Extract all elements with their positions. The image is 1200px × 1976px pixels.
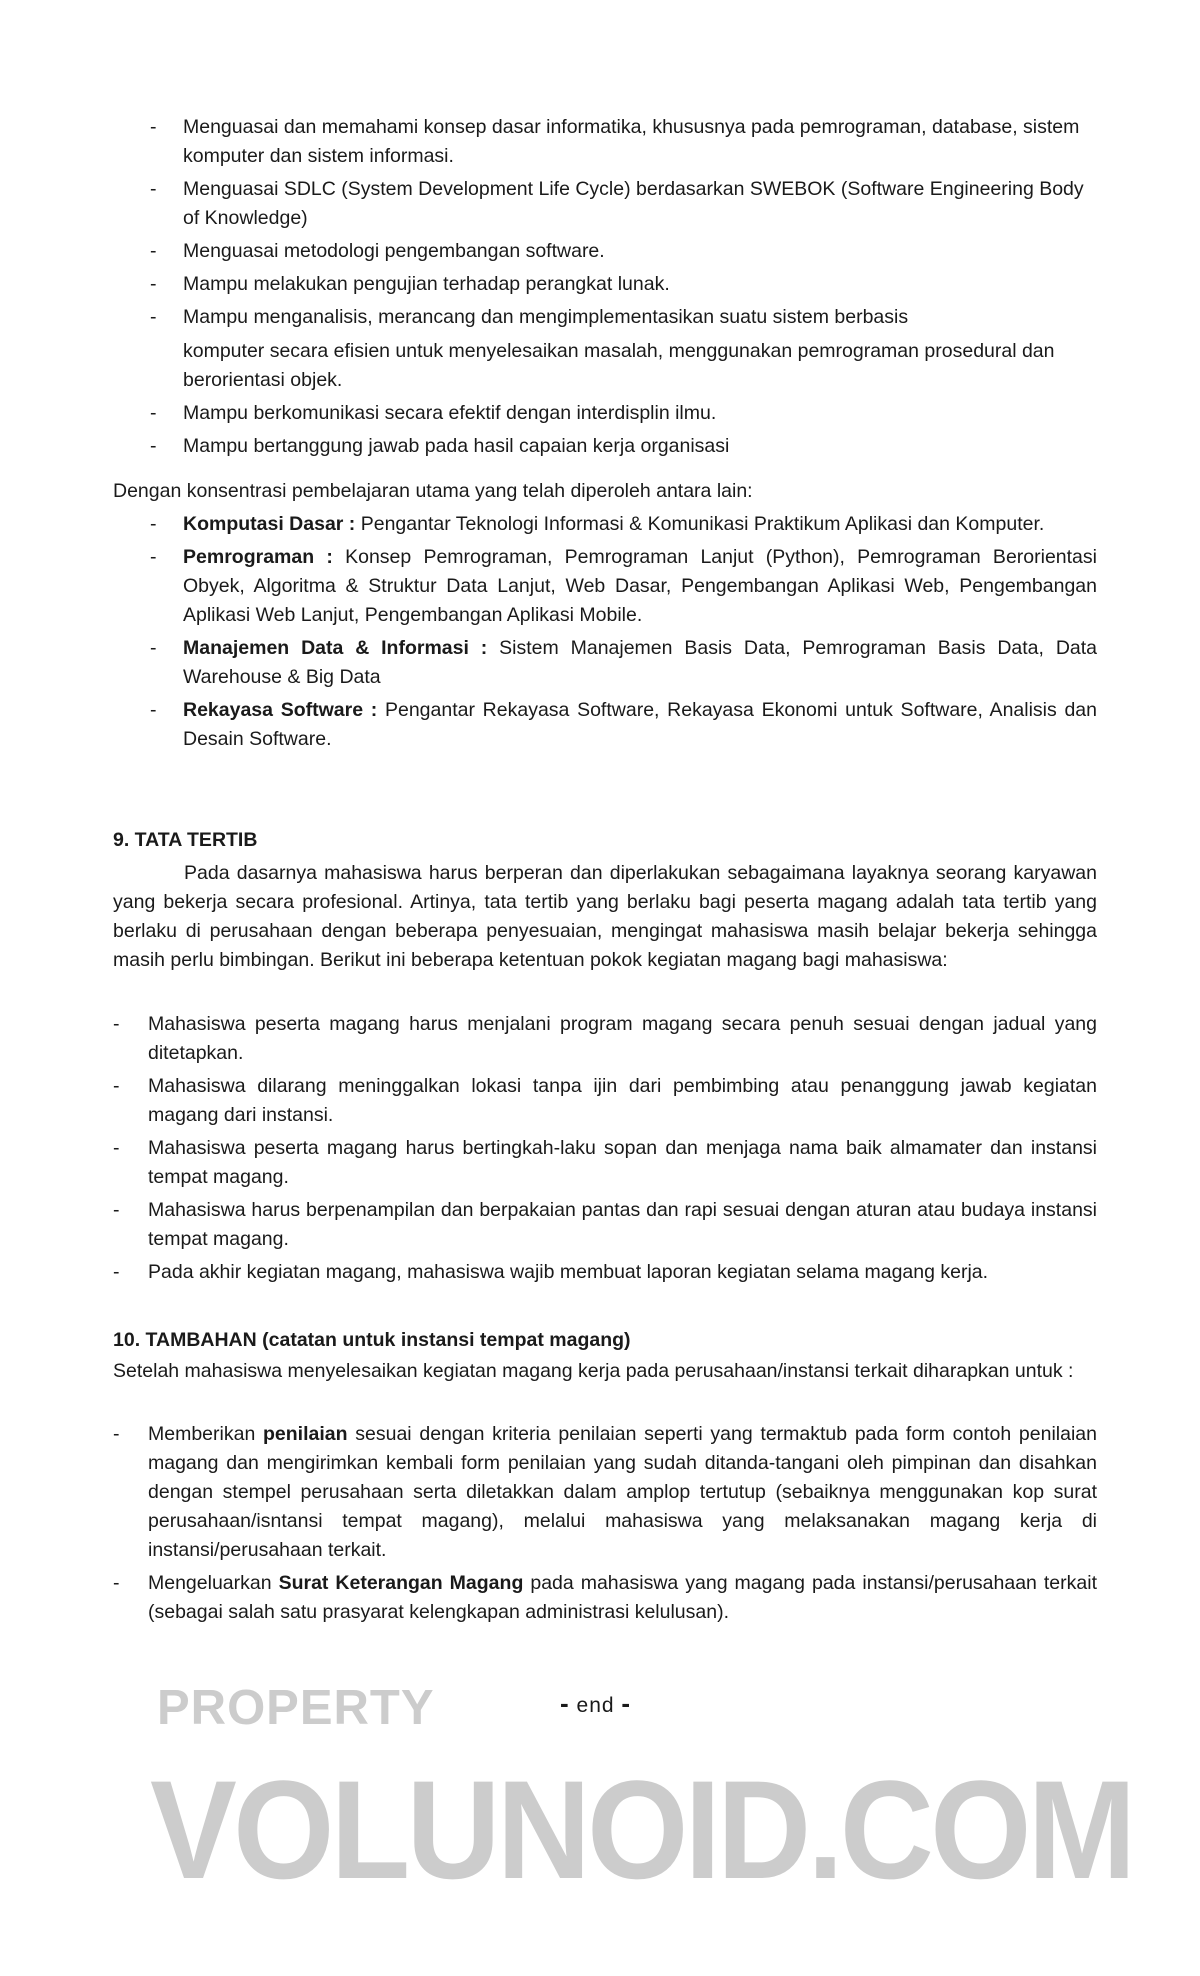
- list-item: - Mahasiswa harus berpenampilan dan berpakaian pantas dan rapi sesuai dengan aturan atau budaya instansi tempat magang.: [113, 1196, 1097, 1254]
- concentration-list: [150, 510, 1097, 758]
- list-item: - Pemrograman : Konsep Pemrograman, Pemrograman Lanjut (Python), Pemrograman Berorientasi Obyek, Algoritma & Struktur Data Lanjut, Web Dasar, Pengembangan Aplikasi Web, Pengembangan Aplikasi Web Lanjut, Pengembangan Aplikasi Mobile.: [150, 543, 1097, 630]
- list-item: - Menguasai dan memahami konsep dasar informatika, khususnya pada pemrograman, database, sistem komputer dan sistem informasi.: [150, 113, 1097, 171]
- bullet-dash: -: [113, 1572, 120, 1594]
- concentration-title: Pemrograman :: [183, 546, 333, 568]
- list-item: - Mengeluarkan Surat Keterangan Magang pada mahasiswa yang magang pada instansi/perusahaan terkait (sebagai salah satu prasyarat kelengkapan administrasi kelulusan).: [113, 1569, 1097, 1627]
- watermark-property: PROPERTY: [157, 1681, 435, 1735]
- rules-list: [113, 1010, 1097, 1291]
- concentration-title: Manajemen Data & Informasi :: [183, 637, 488, 659]
- section-10-paragraph: Setelah mahasiswa menyelesaikan kegiatan magang kerja pada perusahaan/instansi terkait diharapkan untuk :: [113, 1360, 1074, 1382]
- list-item: - Manajemen Data & Informasi : Sistem Manajemen Basis Data, Pemrograman Basis Data, Data Warehouse & Big Data: [150, 634, 1097, 692]
- bullet-dash: -: [150, 402, 157, 424]
- list-item: - Mampu berkomunikasi secara efektif dengan interdisplin ilmu.: [150, 399, 1097, 428]
- watermark-site: VOLUNOID.COM: [150, 1751, 1133, 1908]
- bullet-dash: -: [150, 240, 157, 262]
- bullet-dash: -: [150, 306, 157, 328]
- list-item: - Rekayasa Software : Pengantar Rekayasa Software, Rekayasa Ekonomi untuk Software, Analisis dan Desain Software.: [150, 696, 1097, 754]
- institution-notes-list: [113, 1420, 1097, 1631]
- bullet-dash: -: [150, 178, 157, 200]
- list-item: - Mampu melakukan pengujian terhadap perangkat lunak.: [150, 270, 1097, 299]
- bullet-dash: -: [150, 513, 157, 535]
- bullet-dash: -: [150, 435, 157, 457]
- list-item: - Memberikan penilaian sesuai dengan kriteria penilaian seperti yang termaktub pada form contoh penilaian magang dan mengirimkan kembali form penilaian yang sudah ditanda-tangani oleh pimpinan dan disahkan dengan stempel perusahaan serta diletakkan dalam amplop tertutup (sebaiknya menggunakan kop surat perusahaan/isntansi tempat magang), melalui mahasiswa yang melaksanakan magang kerja di instansi/perusahaan terkait.: [113, 1420, 1097, 1565]
- bullet-dash: -: [113, 1199, 120, 1221]
- bullet-dash: -: [113, 1013, 120, 1035]
- concentration-intro: Dengan konsentrasi pembelajaran utama yang telah diperoleh antara lain:: [113, 480, 753, 502]
- section-9-heading: 9. TATA TERTIB: [113, 829, 258, 851]
- list-item: - Mahasiswa peserta magang harus menjalani program magang secara penuh sesuai dengan jadual yang ditetapkan.: [113, 1010, 1097, 1068]
- bullet-dash: -: [113, 1137, 120, 1159]
- concentration-title: Rekayasa Software :: [183, 699, 378, 721]
- list-item: - Mampu menganalisis, merancang dan mengimplementasikan suatu sistem berbasis komputer secara efisien untuk menyelesaikan masalah, menggunakan pemrograman prosedural dan berorientasi objek.: [150, 303, 1097, 395]
- end-marker: - end -: [560, 1688, 632, 1718]
- bullet-dash: -: [113, 1261, 120, 1283]
- list-item: - Menguasai metodologi pengembangan software.: [150, 237, 1097, 266]
- section-9-paragraph: Pada dasarnya mahasiswa harus berperan dan diperlakukan sebagaimana layaknya seorang karyawan yang bekerja secara profesional. Artinya, tata tertib yang berlaku bagi peserta magang adalah tata tertib yang berlaku di perusahaan dengan beberapa penyesuaian, mengingat mahasiswa masih belajar bekerja sehingga masih perlu bimbingan. Berikut ini beberapa ketentuan pokok kegiatan magang bagi mahasiswa:: [113, 862, 1097, 971]
- list-item: - Mahasiswa peserta magang harus bertingkah-laku sopan dan menjaga nama baik almamater dan instansi tempat magang.: [113, 1134, 1097, 1192]
- bullet-dash: -: [113, 1423, 120, 1445]
- bullet-dash: -: [150, 637, 157, 659]
- list-item: - Pada akhir kegiatan magang, mahasiswa wajib membuat laporan kegiatan selama magang kerja.: [113, 1258, 1097, 1287]
- bullet-dash: -: [113, 1075, 120, 1097]
- bullet-dash: -: [150, 273, 157, 295]
- list-item: - Mahasiswa dilarang meninggalkan lokasi tanpa ijin dari pembimbing atau penanggung jawab kegiatan magang dari instansi.: [113, 1072, 1097, 1130]
- list-item: - Mampu bertanggung jawab pada hasil capaian kerja organisasi: [150, 432, 1097, 461]
- section-10-heading: 10. TAMBAHAN (catatan untuk instansi tempat magang): [113, 1329, 631, 1351]
- list-item: - Komputasi Dasar : Pengantar Teknologi Informasi & Komunikasi Praktikum Aplikasi dan Komputer.: [150, 510, 1097, 539]
- bullet-dash: -: [150, 546, 157, 568]
- list-item: - Menguasai SDLC (System Development Life Cycle) berdasarkan SWEBOK (Software Engineering Body of Knowledge): [150, 175, 1097, 233]
- bullet-dash: -: [150, 116, 157, 138]
- concentration-title: Komputasi Dasar :: [183, 513, 356, 535]
- bullet-dash: -: [150, 699, 157, 721]
- competency-list: [150, 113, 1097, 465]
